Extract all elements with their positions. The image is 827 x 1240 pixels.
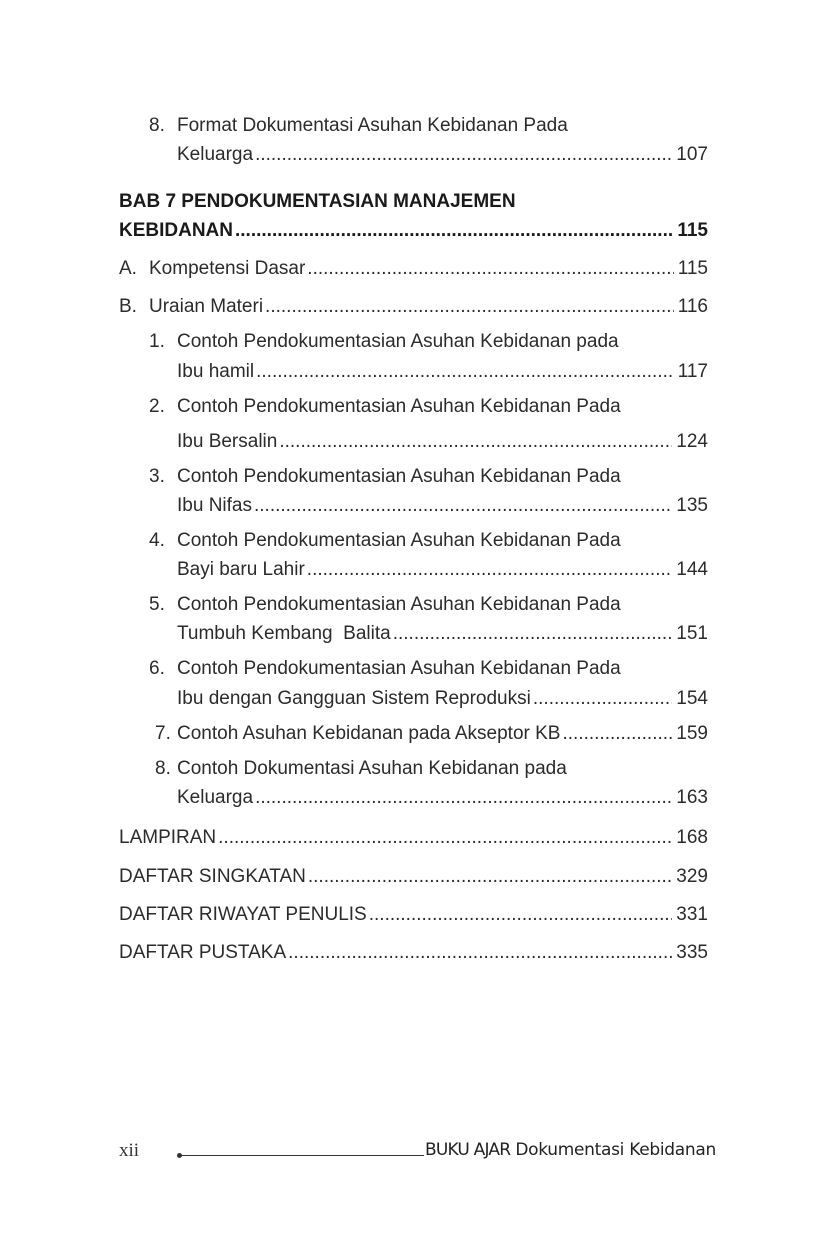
leader-dots <box>308 865 672 889</box>
page-number: 168 <box>676 827 708 848</box>
entry-text: Contoh Pendokumentasian Asuhan Kebidanan Pada <box>177 594 621 615</box>
leader-dots <box>562 722 672 746</box>
leader-dots <box>254 494 672 518</box>
entry-text: Contoh Pendokumentasian Asuhan Kebidanan Pada <box>177 466 621 487</box>
entry-number: B. <box>119 296 137 317</box>
page-number: 117 <box>677 361 708 382</box>
chapter-heading <box>119 190 516 214</box>
entry-number: 8. <box>155 758 171 779</box>
toc-entry[interactable] <box>119 941 708 965</box>
footer-page-number: xii <box>119 1140 140 1161</box>
entry-text: Keluarga <box>177 144 254 165</box>
entry-text: Contoh Asuhan Kebidanan pada Akseptor KB <box>177 723 561 744</box>
leader-dots <box>369 903 673 927</box>
leader-dots <box>255 143 672 167</box>
page-number: 116 <box>677 296 708 317</box>
toc-entry[interactable] <box>177 494 708 518</box>
toc-entry[interactable] <box>177 360 708 384</box>
entry-number: A. <box>119 258 137 279</box>
footer-book-name: Dokumentasi Kebidanan <box>515 1140 716 1160</box>
entry-number: 6. <box>149 658 165 679</box>
toc-entry-line <box>149 114 568 138</box>
page-number: 335 <box>676 942 708 963</box>
toc-entry[interactable] <box>119 295 708 319</box>
entry-text: Tumbuh Kembang Balita <box>177 623 391 644</box>
toc-entry[interactable] <box>119 826 708 850</box>
toc-entry[interactable] <box>119 865 708 889</box>
entry-text: Ibu dengan Gangguan Sistem Reproduksi <box>177 688 531 709</box>
toc-entry-line <box>149 465 621 489</box>
footer-book-label: BUKU AJAR <box>425 1140 511 1160</box>
entry-text: DAFTAR SINGKATAN <box>119 866 306 887</box>
leader-dots <box>265 295 674 319</box>
toc-entry[interactable] <box>177 687 708 711</box>
entry-text: Contoh Dokumentasi Asuhan Kebidanan pada <box>177 758 567 779</box>
leader-dots <box>307 257 673 281</box>
entry-number: 3. <box>149 466 165 487</box>
page-number: 154 <box>676 688 708 709</box>
entry-number: 1. <box>149 331 165 352</box>
page-number: 115 <box>677 258 708 279</box>
entry-text: Ibu Nifas <box>177 495 252 516</box>
toc-entry-line <box>149 395 621 419</box>
page-number: 107 <box>676 144 708 165</box>
page-number: 329 <box>676 866 708 887</box>
page-number: 151 <box>676 623 708 644</box>
toc-entry-line <box>149 593 621 617</box>
entry-number: 5. <box>149 594 165 615</box>
toc-entry[interactable] <box>119 903 708 927</box>
entry-text: Uraian Materi <box>149 296 264 317</box>
page-number: 159 <box>676 723 708 744</box>
entry-text: Contoh Pendokumentasian Asuhan Kebidanan Pada <box>177 396 621 417</box>
entry-text: Kompetensi Dasar <box>149 258 306 279</box>
leader-dots <box>279 430 672 454</box>
entry-text: LAMPIRAN <box>119 827 217 848</box>
footer-book-title <box>425 1140 716 1160</box>
entry-number: 2. <box>149 396 165 417</box>
toc-entry-line <box>149 529 621 553</box>
footer-rule <box>180 1155 424 1156</box>
toc-entry[interactable] <box>177 430 708 454</box>
leader-dots <box>288 941 672 965</box>
toc-entry[interactable] <box>119 257 708 281</box>
entry-text: Contoh Pendokumentasian Asuhan Kebidanan Pada <box>177 658 621 679</box>
leader-dots <box>256 360 674 384</box>
toc-entry-line <box>155 757 567 781</box>
toc-entry[interactable] <box>155 722 708 746</box>
entry-text: Bayi baru Lahir <box>177 559 305 580</box>
chapter-title: KEBIDANAN <box>119 220 233 241</box>
entry-text: DAFTAR PUSTAKA <box>119 942 287 963</box>
toc-entry[interactable] <box>177 622 708 646</box>
page-number: 135 <box>676 495 708 516</box>
page-number: 124 <box>676 431 708 452</box>
toc-entry-line <box>149 657 621 681</box>
page-number: 144 <box>676 559 708 580</box>
leader-dots <box>533 687 672 711</box>
toc-entry-line <box>149 330 619 354</box>
toc-chapter-entry[interactable] <box>119 219 708 243</box>
leader-dots <box>255 786 672 810</box>
entry-text: Format Dokumentasi Asuhan Kebidanan Pada <box>177 115 568 136</box>
leader-dots <box>235 219 673 243</box>
leader-dots <box>218 826 672 850</box>
entry-text: Keluarga <box>177 787 254 808</box>
page-number: 331 <box>676 904 708 925</box>
entry-text: Ibu Bersalin <box>177 431 278 452</box>
toc-entry[interactable] <box>177 143 708 167</box>
toc-entry[interactable] <box>177 558 708 582</box>
page-number: 163 <box>676 787 708 808</box>
chapter-title: BAB 7 PENDOKUMENTASIAN MANAJEMEN <box>119 191 516 212</box>
entry-text: Ibu hamil <box>177 361 255 382</box>
entry-text: Contoh Pendokumentasian Asuhan Kebidanan pada <box>177 331 619 352</box>
entry-text: Contoh Pendokumentasian Asuhan Kebidanan Pada <box>177 530 621 551</box>
toc-entry[interactable] <box>177 786 708 810</box>
entry-number: 8. <box>149 115 165 136</box>
entry-number: 7. <box>155 723 171 744</box>
leader-dots <box>307 558 673 582</box>
entry-number: 4. <box>149 530 165 551</box>
page-number: 115 <box>677 220 708 241</box>
entry-text: DAFTAR RIWAYAT PENULIS <box>119 904 367 925</box>
leader-dots <box>393 622 673 646</box>
